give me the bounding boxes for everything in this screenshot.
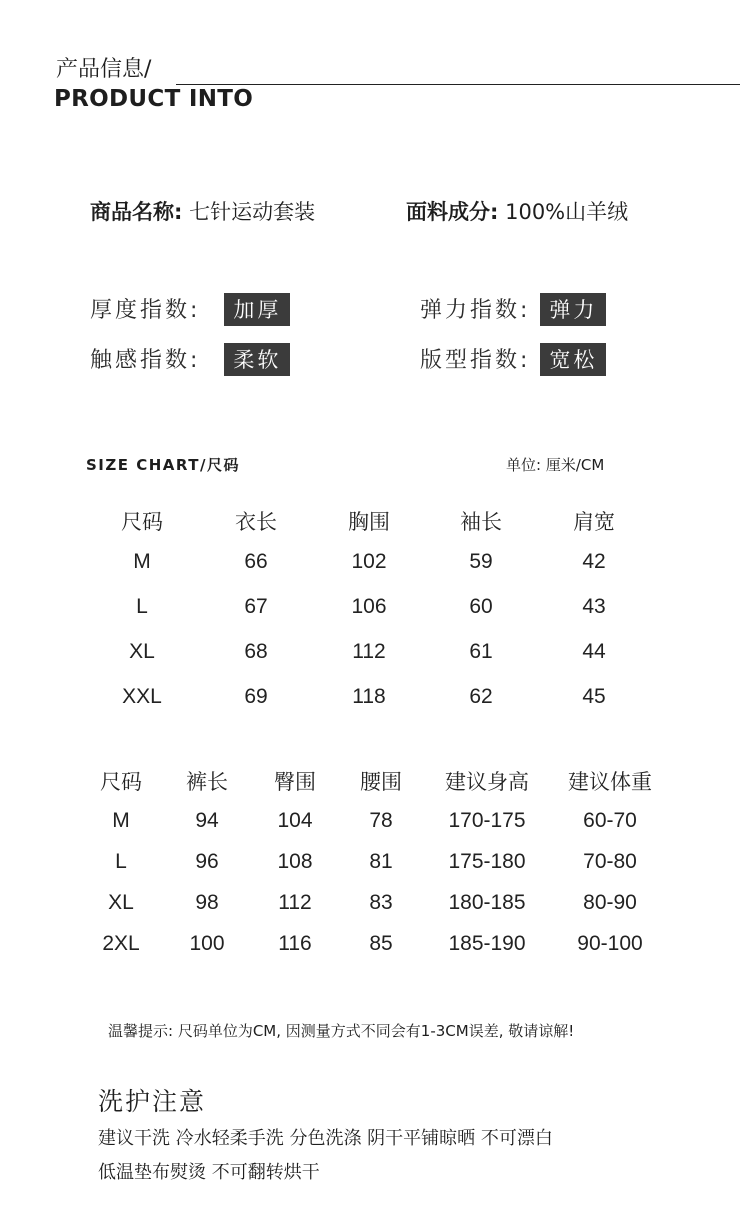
top-header-cell: 胸围 bbox=[348, 510, 390, 534]
bottom-header-cell: 臀围 bbox=[274, 770, 316, 794]
bottom-header-cell: 建议身高 bbox=[445, 770, 529, 794]
top-table-cell: XL bbox=[129, 640, 155, 663]
top-table-cell: 42 bbox=[582, 550, 606, 573]
bottom-header-cell: 尺码 bbox=[100, 770, 142, 794]
top-table-cell: 45 bbox=[582, 685, 606, 708]
bottom-table-cell: 94 bbox=[195, 809, 219, 832]
bottom-header-cell: 裤长 bbox=[186, 770, 228, 794]
touch-index bbox=[90, 343, 290, 376]
bottom-table-cell: 90-100 bbox=[577, 932, 643, 955]
bottom-table-cell: M bbox=[112, 809, 130, 832]
thickness-index bbox=[90, 293, 290, 326]
care-line-2: 低温垫布熨烫 不可翻转烘干 bbox=[98, 1162, 320, 1183]
top-header-cell: 袖长 bbox=[460, 510, 502, 534]
bottom-table-cell: 108 bbox=[277, 850, 313, 873]
top-header-cell: 肩宽 bbox=[573, 510, 615, 534]
section-subtitle: PRODUCT INTO bbox=[54, 86, 254, 112]
touch-tag: 柔软 bbox=[224, 343, 290, 376]
top-table-cell: 102 bbox=[351, 550, 387, 573]
bottom-header-cell: 建议体重 bbox=[568, 770, 652, 794]
fit-index bbox=[420, 343, 606, 376]
top-table-cell: 118 bbox=[352, 685, 386, 708]
bottom-table-cell: 112 bbox=[278, 891, 312, 914]
bottom-table-cell: 78 bbox=[369, 809, 393, 832]
product-name-value: 七针运动套装 bbox=[189, 200, 316, 224]
bottom-table-cell: 180-185 bbox=[448, 891, 526, 914]
product-name bbox=[90, 196, 315, 226]
fit-label: 版型指数: bbox=[420, 348, 531, 373]
top-table-cell: 61 bbox=[469, 640, 493, 663]
thickness-label: 厚度指数: bbox=[90, 298, 201, 323]
top-table-cell: XXL bbox=[122, 685, 162, 708]
product-name-label: 商品名称: bbox=[90, 200, 183, 224]
bottom-table-cell: 175-180 bbox=[448, 850, 526, 873]
top-table-cell: 60 bbox=[469, 595, 493, 618]
bottom-table-cell: 2XL bbox=[102, 932, 140, 955]
fabric-composition bbox=[406, 196, 628, 226]
elasticity-index bbox=[420, 293, 606, 326]
top-table-cell: 68 bbox=[244, 640, 268, 663]
bottom-table-cell: 185-190 bbox=[448, 932, 526, 955]
bottom-table-cell: 100 bbox=[189, 932, 225, 955]
measurement-note: 温馨提示: 尺码单位为CM, 因测量方式不同会有1-3CM误差, 敬请谅解! bbox=[108, 1022, 575, 1040]
bottom-table-cell: 60-70 bbox=[583, 809, 637, 832]
bottom-table-cell: 96 bbox=[195, 850, 219, 873]
top-table-cell: L bbox=[136, 595, 148, 618]
header-divider bbox=[176, 84, 740, 85]
care-line-1: 建议干洗 冷水轻柔手洗 分色洗涤 阴干平铺晾晒 不可漂白 bbox=[98, 1128, 553, 1149]
thickness-tag: 加厚 bbox=[224, 293, 290, 326]
bottom-table-cell: 83 bbox=[369, 891, 393, 914]
top-table-cell: 59 bbox=[469, 550, 493, 573]
bottom-table-cell: 170-175 bbox=[448, 809, 526, 832]
bottom-header-cell: 腰围 bbox=[360, 770, 402, 794]
elasticity-label: 弹力指数: bbox=[420, 298, 531, 323]
bottom-table-cell: 98 bbox=[195, 891, 219, 914]
bottom-table-cell: 70-80 bbox=[583, 850, 637, 873]
fabric-label: 面料成分: bbox=[406, 200, 499, 224]
bottom-table-cell: XL bbox=[108, 891, 134, 914]
touch-label: 触感指数: bbox=[90, 348, 201, 373]
size-chart-unit: 单位: 厘米/CM bbox=[506, 456, 605, 474]
top-table-cell: 69 bbox=[244, 685, 268, 708]
top-table-cell: 62 bbox=[469, 685, 493, 708]
bottom-table-cell: 85 bbox=[369, 932, 393, 955]
size-chart-heading: SIZE CHART/尺码 bbox=[86, 456, 240, 474]
bottom-table-cell: 80-90 bbox=[583, 891, 637, 914]
top-table-cell: 67 bbox=[244, 595, 268, 618]
top-table-cell: 66 bbox=[244, 550, 268, 573]
elasticity-tag: 弹力 bbox=[540, 293, 606, 326]
top-table-cell: 44 bbox=[582, 640, 606, 663]
top-table-cell: 106 bbox=[351, 595, 387, 618]
bottom-table-cell: 104 bbox=[277, 809, 313, 832]
top-table-cell: 112 bbox=[352, 640, 386, 663]
top-header-cell: 衣长 bbox=[235, 510, 277, 534]
care-title: 洗护注意 bbox=[98, 1087, 207, 1116]
top-header-cell: 尺码 bbox=[121, 510, 163, 534]
bottom-table-cell: 116 bbox=[278, 932, 312, 955]
section-title: 产品信息/ bbox=[56, 57, 152, 82]
bottom-table-cell: L bbox=[115, 850, 127, 873]
fabric-value: 100%山羊绒 bbox=[505, 200, 629, 224]
top-table-cell: 43 bbox=[582, 595, 606, 618]
top-table-cell: M bbox=[133, 550, 151, 573]
bottom-table-cell: 81 bbox=[369, 850, 393, 873]
fit-tag: 宽松 bbox=[540, 343, 606, 376]
